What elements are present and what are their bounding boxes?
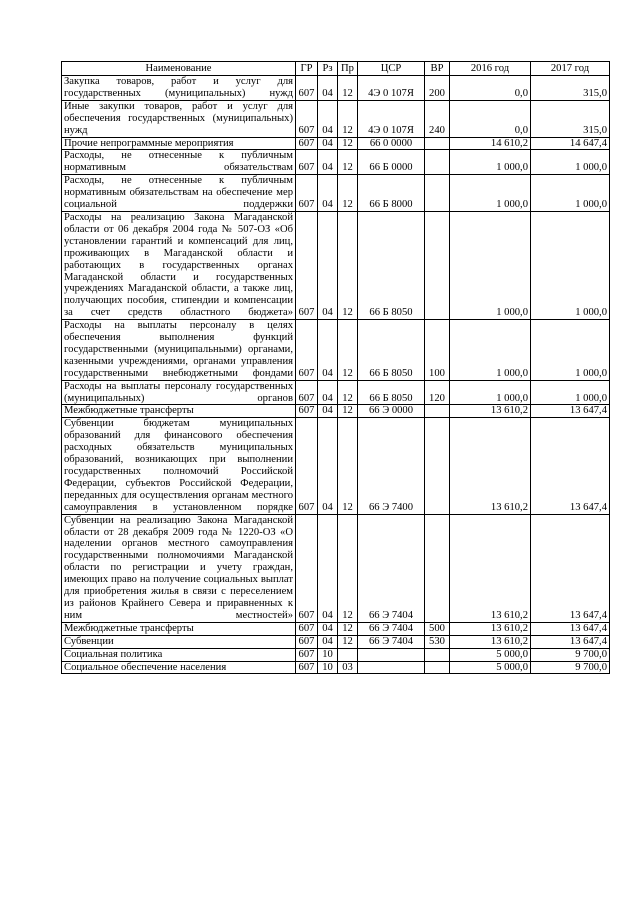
header-name: Наименование — [62, 62, 296, 76]
budget-table — [61, 61, 610, 674]
row-vr — [425, 418, 450, 514]
row-gr: 607 — [296, 622, 318, 635]
row-csr: 66 Б 0000 — [358, 150, 425, 175]
row-gr: 607 — [296, 648, 318, 661]
row-gr: 607 — [296, 320, 318, 381]
row-name: Расходы, не отнесенные к публичным нормативным обязательствам на обеспечение мер социальной поддержки — [62, 175, 296, 212]
row-vr: 500 — [425, 622, 450, 635]
row-vr — [425, 211, 450, 319]
row-vr — [425, 150, 450, 175]
row-pr: 12 — [338, 175, 358, 212]
table-row — [62, 137, 610, 150]
row-gr: 607 — [296, 514, 318, 622]
row-pr: 12 — [338, 622, 358, 635]
row-2017: 9 700,0 — [531, 661, 610, 674]
row-pr: 03 — [338, 661, 358, 674]
row-pr: 12 — [338, 137, 358, 150]
row-2017: 13 647,4 — [531, 418, 610, 514]
row-name: Прочие непрограммные мероприятия — [62, 137, 296, 150]
row-name: Расходы на реализацию Закона Магаданской области от 06 декабря 2004 года № 507-ОЗ «Об установлении гарантий и компенсаций для лиц, проживающих в Магаданской области и работающих в государственных органах Магаданской области и государственных учреждениях Магаданской области, а также лиц, получающих пособия, стипендии и компенсации за счет средств областного бюджета» — [62, 211, 296, 319]
row-vr: 200 — [425, 76, 450, 101]
row-rz: 10 — [318, 648, 338, 661]
row-rz: 04 — [318, 150, 338, 175]
table-row — [62, 76, 610, 101]
row-name: Иные закупки товаров, работ и услуг для обеспечения государственных (муниципальных) нужд — [62, 100, 296, 137]
table-row — [62, 175, 610, 212]
row-2016: 1 000,0 — [450, 150, 531, 175]
row-2017: 315,0 — [531, 100, 610, 137]
row-pr: 12 — [338, 380, 358, 405]
row-rz: 10 — [318, 661, 338, 674]
row-csr: 4Э 0 107Я — [358, 76, 425, 101]
row-rz: 04 — [318, 380, 338, 405]
row-name: Межбюджетные трансферты — [62, 622, 296, 635]
row-vr — [425, 661, 450, 674]
row-rz: 04 — [318, 100, 338, 137]
row-2017: 9 700,0 — [531, 648, 610, 661]
row-name: Межбюджетные трансферты — [62, 405, 296, 418]
row-2016: 0,0 — [450, 100, 531, 137]
row-csr: 66 Э 7404 — [358, 514, 425, 622]
row-csr: 66 Э 7400 — [358, 418, 425, 514]
row-2017: 315,0 — [531, 76, 610, 101]
row-vr: 530 — [425, 635, 450, 648]
row-pr — [338, 648, 358, 661]
table-row — [62, 380, 610, 405]
row-2016: 13 610,2 — [450, 418, 531, 514]
document-page — [61, 61, 610, 674]
row-2017: 1 000,0 — [531, 150, 610, 175]
row-rz: 04 — [318, 622, 338, 635]
row-2017: 1 000,0 — [531, 380, 610, 405]
row-rz: 04 — [318, 514, 338, 622]
row-2016: 13 610,2 — [450, 405, 531, 418]
row-2016: 5 000,0 — [450, 648, 531, 661]
header-csr: ЦСР — [358, 62, 425, 76]
row-pr: 12 — [338, 211, 358, 319]
row-vr — [425, 405, 450, 418]
row-vr — [425, 137, 450, 150]
row-gr: 607 — [296, 150, 318, 175]
row-csr: 66 0 0000 — [358, 137, 425, 150]
row-vr: 120 — [425, 380, 450, 405]
row-pr: 12 — [338, 76, 358, 101]
row-csr: 4Э 0 107Я — [358, 100, 425, 137]
row-csr — [358, 661, 425, 674]
row-csr — [358, 648, 425, 661]
row-pr: 12 — [338, 635, 358, 648]
table-row — [62, 100, 610, 137]
header-rz: Рз — [318, 62, 338, 76]
row-2016: 13 610,2 — [450, 635, 531, 648]
row-2017: 13 647,4 — [531, 635, 610, 648]
row-2016: 13 610,2 — [450, 514, 531, 622]
row-gr: 607 — [296, 175, 318, 212]
table-row — [62, 211, 610, 319]
row-vr: 100 — [425, 320, 450, 381]
table-row — [62, 320, 610, 381]
row-2016: 14 610,2 — [450, 137, 531, 150]
row-rz: 04 — [318, 320, 338, 381]
table-row — [62, 405, 610, 418]
row-vr — [425, 648, 450, 661]
row-2016: 1 000,0 — [450, 175, 531, 212]
row-pr: 12 — [338, 418, 358, 514]
row-name: Субвенции на реализацию Закона Магаданской области от 28 декабря 2009 года № 1220-ОЗ «О наделении органов местного самоуправления государственными полномочиями Магаданской области по регистрации и учету граждан, имеющих право на получение социальных выплат для приобретения жилья в связи с переселением из районов Крайнего Севера и приравненных к ним местностей» — [62, 514, 296, 622]
table-row — [62, 635, 610, 648]
row-rz: 04 — [318, 76, 338, 101]
row-2017: 13 647,4 — [531, 405, 610, 418]
table-row — [62, 418, 610, 514]
row-vr — [425, 514, 450, 622]
row-2017: 13 647,4 — [531, 514, 610, 622]
row-rz: 04 — [318, 418, 338, 514]
row-name: Расходы на выплаты персоналу государственных (муниципальных) органов — [62, 380, 296, 405]
row-gr: 607 — [296, 380, 318, 405]
row-pr: 12 — [338, 405, 358, 418]
header-2016: 2016 год — [450, 62, 531, 76]
row-name: Расходы на выплаты персоналу в целях обеспечения выполнения функций государственными (муниципальными) органами, казенными учреждениями, органами управления государственными внебюджетными фондами — [62, 320, 296, 381]
row-name: Социальное обеспечение населения — [62, 661, 296, 674]
row-csr: 66 Б 8050 — [358, 380, 425, 405]
row-csr: 66 Э 7404 — [358, 622, 425, 635]
row-2016: 1 000,0 — [450, 380, 531, 405]
row-name: Расходы, не отнесенные к публичным нормативным обязательствам — [62, 150, 296, 175]
row-2016: 1 000,0 — [450, 211, 531, 319]
row-vr: 240 — [425, 100, 450, 137]
row-2017: 14 647,4 — [531, 137, 610, 150]
row-2016: 13 610,2 — [450, 622, 531, 635]
table-row — [62, 648, 610, 661]
row-2016: 0,0 — [450, 76, 531, 101]
row-2017: 1 000,0 — [531, 320, 610, 381]
row-csr: 66 Б 8050 — [358, 211, 425, 319]
row-gr: 607 — [296, 100, 318, 137]
row-rz: 04 — [318, 175, 338, 212]
row-2017: 1 000,0 — [531, 211, 610, 319]
table-header-row — [62, 62, 610, 76]
row-gr: 607 — [296, 635, 318, 648]
row-rz: 04 — [318, 635, 338, 648]
row-gr: 607 — [296, 137, 318, 150]
table-row — [62, 514, 610, 622]
row-gr: 607 — [296, 661, 318, 674]
header-pr: Пр — [338, 62, 358, 76]
row-name: Социальная политика — [62, 648, 296, 661]
table-row — [62, 622, 610, 635]
row-pr: 12 — [338, 514, 358, 622]
row-2016: 5 000,0 — [450, 661, 531, 674]
row-gr: 607 — [296, 76, 318, 101]
header-2017: 2017 год — [531, 62, 610, 76]
row-gr: 607 — [296, 418, 318, 514]
row-csr: 66 Б 8050 — [358, 320, 425, 381]
header-gr: ГР — [296, 62, 318, 76]
row-rz: 04 — [318, 405, 338, 418]
table-row — [62, 150, 610, 175]
header-vr: ВР — [425, 62, 450, 76]
row-2017: 1 000,0 — [531, 175, 610, 212]
row-rz: 04 — [318, 211, 338, 319]
row-vr — [425, 175, 450, 212]
row-gr: 607 — [296, 405, 318, 418]
row-csr: 66 Б 8000 — [358, 175, 425, 212]
row-name: Субвенции — [62, 635, 296, 648]
row-name: Субвенции бюджетам муниципальных образований для финансового обеспечения расходных обязательств муниципальных образований, возникающих при выполнении государственных полномочий Российской Федерации, субъектов Российской Федерации, переданных для осуществления органам местного самоуправления в установленном порядке — [62, 418, 296, 514]
row-gr: 607 — [296, 211, 318, 319]
row-name: Закупка товаров, работ и услуг для государственных (муниципальных) нужд — [62, 76, 296, 101]
row-csr: 66 Э 0000 — [358, 405, 425, 418]
row-pr: 12 — [338, 150, 358, 175]
row-2017: 13 647,4 — [531, 622, 610, 635]
row-pr: 12 — [338, 100, 358, 137]
table-row — [62, 661, 610, 674]
row-2016: 1 000,0 — [450, 320, 531, 381]
row-pr: 12 — [338, 320, 358, 381]
row-csr: 66 Э 7404 — [358, 635, 425, 648]
row-rz: 04 — [318, 137, 338, 150]
